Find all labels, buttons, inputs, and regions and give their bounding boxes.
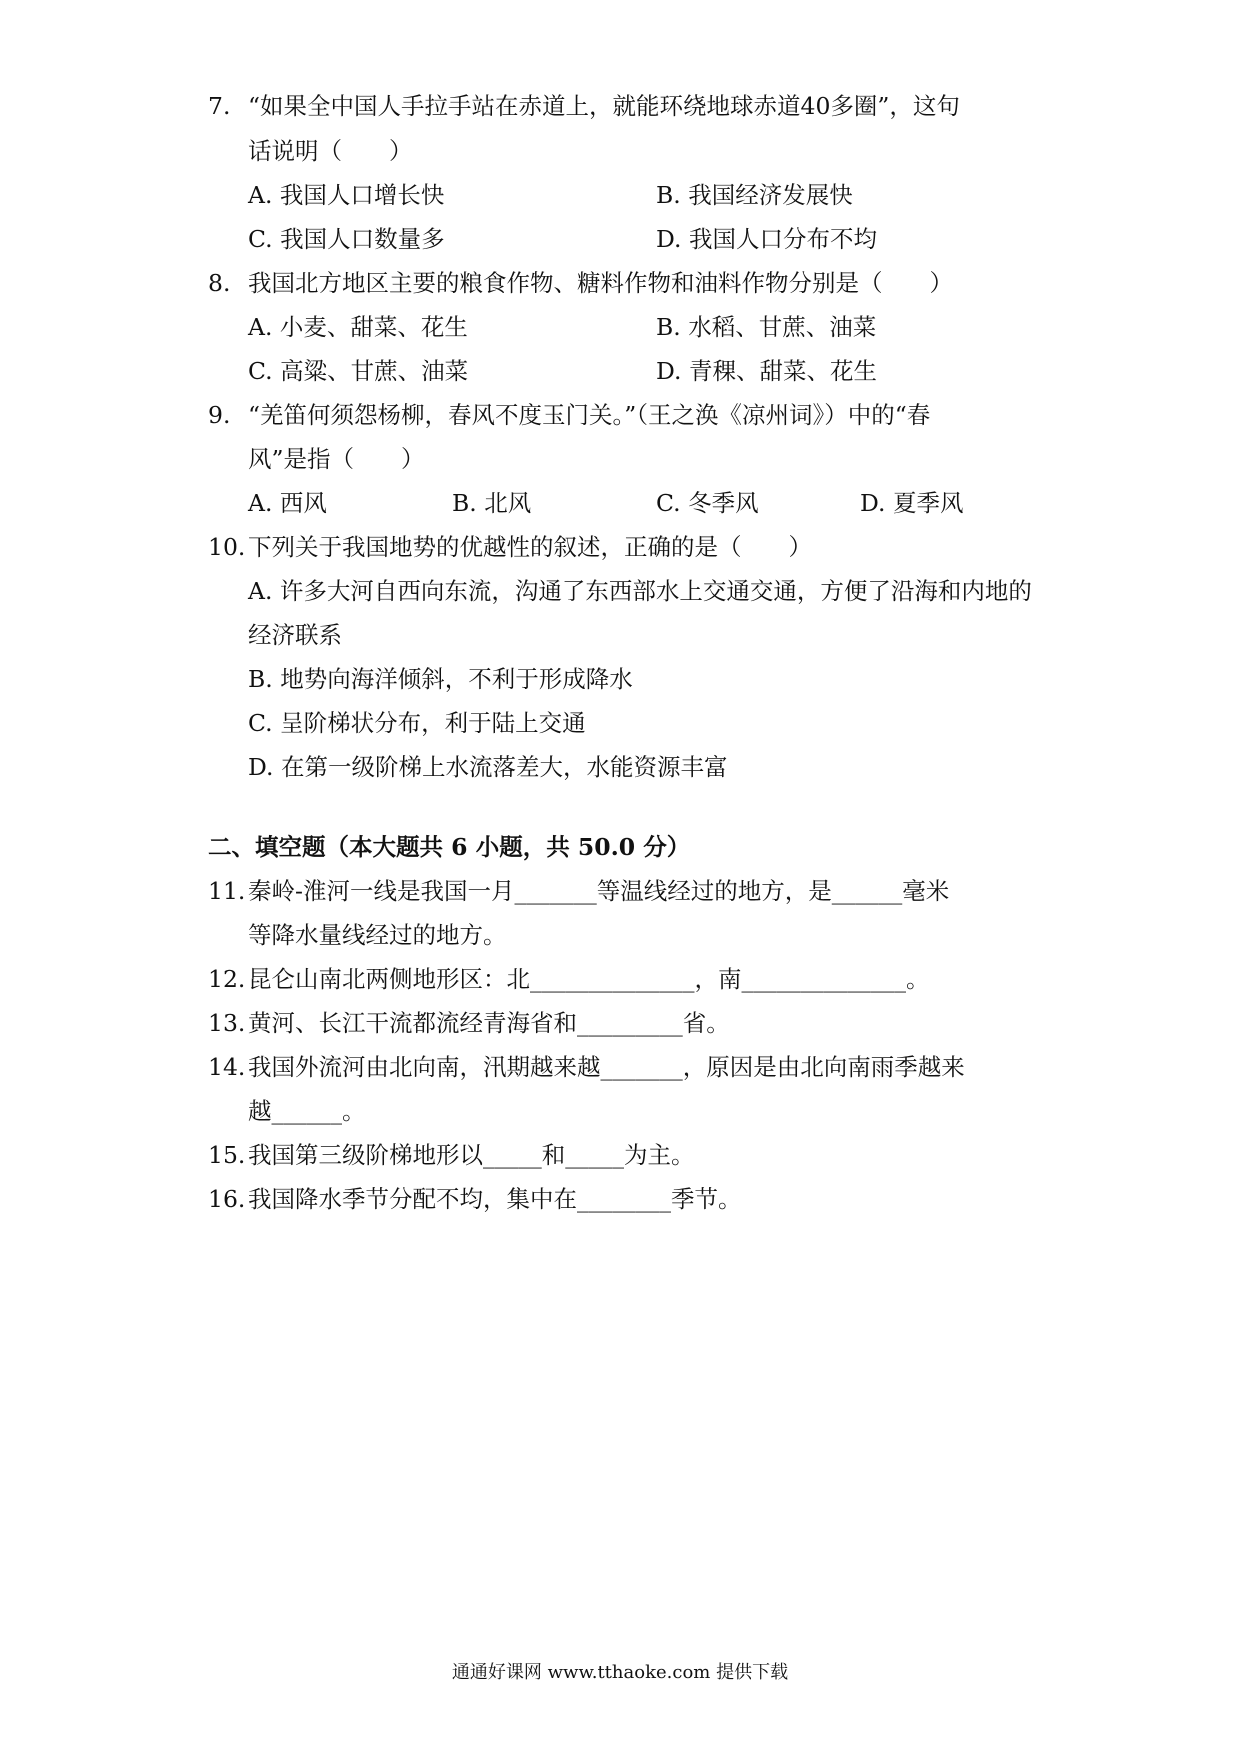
question-9-number: 9. xyxy=(208,401,231,429)
question-8-option-a: A. 小麦、甜菜、花生 xyxy=(248,313,468,341)
question-9-option-c: C. 冬季风 xyxy=(656,489,759,517)
question-10-number: 10. xyxy=(208,533,246,561)
question-16-number: 16. xyxy=(208,1185,246,1213)
question-11-line-1: 秦岭-淮河一线是我国一月_______等温线经过的地方，是______毫米 xyxy=(248,877,950,905)
question-7-option-b: B. 我国经济发展快 xyxy=(656,181,853,209)
question-16-line-1: 我国降水季节分配不均，集中在________季节。 xyxy=(248,1185,742,1213)
question-15-line-1: 我国第三级阶梯地形以_____和_____为主。 xyxy=(248,1141,695,1169)
question-9-stem-line-1: “羌笛何须怨杨柳，春风不度玉门关。”（王之涣《凉州词》）中的“春 xyxy=(248,401,931,429)
question-7-stem-line-2: 话说明（ ） xyxy=(248,137,413,165)
question-11-number: 11. xyxy=(208,877,246,905)
question-8-stem-line-1: 我国北方地区主要的粮食作物、糖料作物和油料作物分别是（ ） xyxy=(248,269,953,297)
question-8-number: 8. xyxy=(208,269,231,297)
question-7-number: 7. xyxy=(208,92,231,120)
question-14-line-1: 我国外流河由北向南，汛期越来越_______，原因是由北向南雨季越来 xyxy=(248,1053,965,1081)
page-footer: 通通好课网 www.tthaoke.com 提供下载 xyxy=(451,1662,789,1683)
section-2-title: 二、填空题 xyxy=(208,833,326,861)
question-10-option-d: D. 在第一级阶梯上水流落差大，水能资源丰富 xyxy=(248,753,728,781)
question-7-stem-line-1: “如果全中国人手拉手站在赤道上，就能环绕地球赤道40多圈”，这句 xyxy=(248,92,960,120)
question-7-option-a: A. 我国人口增长快 xyxy=(248,181,445,209)
question-10-option-c: C. 呈阶梯状分布，利于陆上交通 xyxy=(248,709,586,737)
question-7-option-d: D. 我国人口分布不均 xyxy=(656,225,877,253)
question-9-stem-line-2: 风”是指（ ） xyxy=(248,445,425,473)
question-15-number: 15. xyxy=(208,1141,246,1169)
question-10-option-a-continued: 经济联系 xyxy=(248,621,342,649)
question-13-number: 13. xyxy=(208,1009,246,1037)
question-12-line-1: 昆仑山南北两侧地形区：北______________，南______________。 xyxy=(248,965,930,993)
question-9-option-d: D. 夏季风 xyxy=(860,489,964,517)
question-11-line-2: 等降水量线经过的地方。 xyxy=(248,921,507,949)
question-10-option-b: B. 地势向海洋倾斜，不利于形成降水 xyxy=(248,665,633,693)
question-8-option-b: B. 水稻、甘蔗、油菜 xyxy=(656,313,877,341)
question-8-option-d: D. 青稞、甜菜、花生 xyxy=(656,357,877,385)
question-12-number: 12. xyxy=(208,965,246,993)
section-2-subtitle: （本大题共 6 小题，共 50.0 分） xyxy=(325,833,691,861)
question-10-option-a: A. 许多大河自西向东流，沟通了东西部水上交通交通，方便了沿海和内地的 xyxy=(248,577,1032,605)
question-7-option-c: C. 我国人口数量多 xyxy=(248,225,445,253)
section-2-heading xyxy=(208,831,690,863)
question-10-stem-line-1: 下列关于我国地势的优越性的叙述，正确的是（ ） xyxy=(248,533,812,561)
question-14-line-2: 越______。 xyxy=(248,1097,366,1125)
question-9-option-b: B. 北风 xyxy=(452,489,532,517)
question-14-number: 14. xyxy=(208,1053,246,1081)
question-8-option-c: C. 高粱、甘蔗、油菜 xyxy=(248,357,469,385)
question-13-line-1: 黄河、长江干流都流经青海省和_________省。 xyxy=(248,1009,730,1037)
question-9-option-a: A. 西风 xyxy=(248,489,327,517)
